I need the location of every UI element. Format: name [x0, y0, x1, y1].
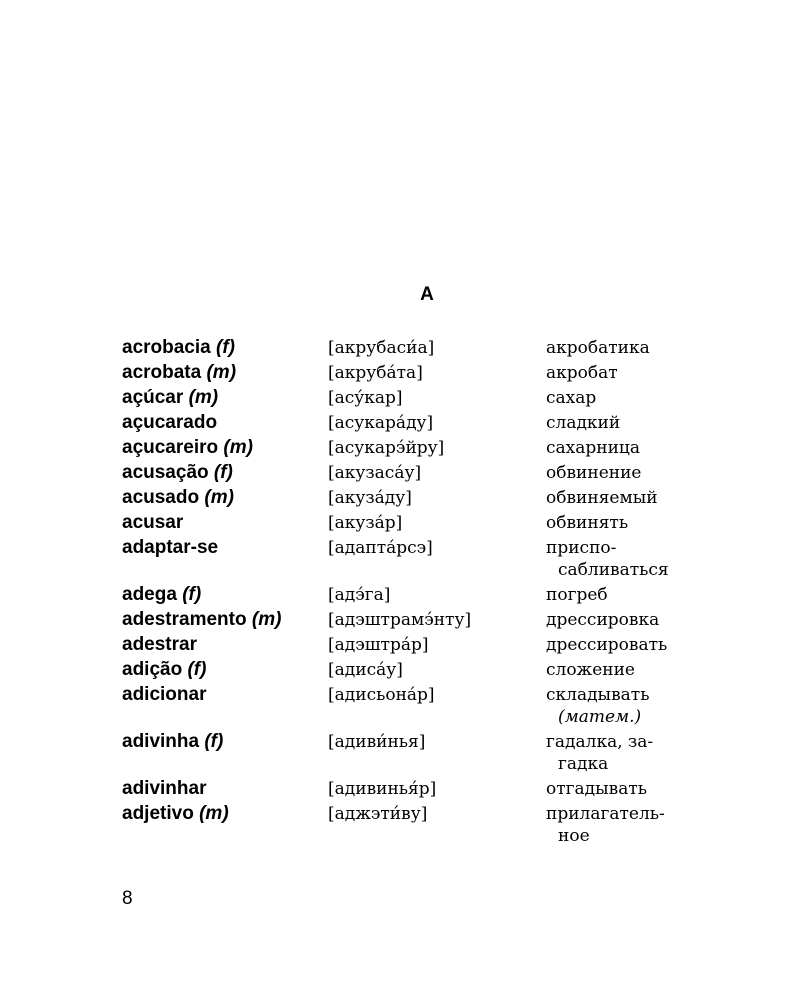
translation-text: акробатика [546, 338, 650, 358]
translation [546, 803, 696, 847]
headword-text: adestrar [122, 634, 197, 655]
headword [122, 487, 328, 509]
dictionary-entry [122, 537, 722, 581]
translation-text: сахарница [546, 438, 640, 458]
translation-text: сладкий [546, 413, 621, 433]
translation-text: гадалка, за- гадка [546, 732, 654, 774]
headword [122, 387, 328, 409]
translation-text: дрессировка [546, 610, 660, 630]
pronunciation: [асукара́ду] [328, 413, 434, 433]
pronunciation: [аджэти́ву] [328, 804, 428, 824]
translation [546, 634, 696, 656]
dictionary-entry [122, 684, 722, 728]
dictionary-entry [122, 512, 722, 534]
headword [122, 584, 328, 606]
translation-text: погреб [546, 585, 608, 605]
headword-text: adega [122, 584, 177, 605]
headword-text: açucareiro [122, 437, 219, 458]
translation [546, 609, 696, 631]
gender-marker: (m) [223, 437, 253, 458]
gender-marker: (f) [213, 462, 233, 483]
pronunciation: [акрубаси́а] [328, 338, 435, 358]
headword [122, 684, 328, 706]
headword-text: acrobacia [122, 337, 211, 358]
translation [546, 387, 696, 409]
pronunciation: [акуза́р] [328, 513, 403, 533]
headword [122, 412, 328, 434]
dictionary-entry [122, 778, 722, 800]
translation-text: дрессировать [546, 635, 668, 655]
headword [122, 634, 328, 656]
headword-text: acusar [122, 512, 184, 533]
dictionary-entry [122, 387, 722, 409]
pronunciation: [адисьона́р] [328, 685, 435, 705]
dictionary-entries [122, 337, 722, 850]
translation [546, 512, 696, 534]
dictionary-entry [122, 487, 722, 509]
headword [122, 537, 328, 559]
pronunciation: [акруба́та] [328, 363, 423, 383]
translation [546, 778, 696, 800]
translation [546, 659, 696, 681]
gender-marker: (f) [187, 659, 207, 680]
gender-marker: (m) [199, 803, 229, 824]
dictionary-entry [122, 609, 722, 631]
translation-text: сложение [546, 660, 635, 680]
translation [546, 584, 696, 606]
pronunciation: [адивинья́р] [328, 779, 437, 799]
pronunciation: [акуза́ду] [328, 488, 412, 508]
pronunciation: [акузаса́у] [328, 463, 422, 483]
pronunciation: [адэ́га] [328, 585, 391, 605]
gender-marker: (m) [206, 362, 237, 383]
headword [122, 437, 328, 459]
headword-text: adestramento [122, 609, 247, 630]
section-letter: A [420, 284, 434, 305]
dictionary-entry [122, 803, 722, 847]
headword [122, 803, 328, 825]
translation-text: складывать [546, 685, 650, 705]
dictionary-entry [122, 412, 722, 434]
gender-marker: (f) [182, 584, 202, 605]
translation [546, 437, 696, 459]
dictionary-entry [122, 462, 722, 484]
headword-text: adicionar [122, 684, 207, 705]
pronunciation: [адиса́у] [328, 660, 403, 680]
translation-text: обвиняемый [546, 488, 658, 508]
headword [122, 609, 328, 631]
translation [546, 337, 696, 359]
headword-text: adivinhar [122, 778, 207, 799]
dictionary-entry [122, 584, 722, 606]
translation [546, 487, 696, 509]
pronunciation: [адэштра́р] [328, 635, 429, 655]
page-number: 8 [122, 888, 133, 909]
translation [546, 731, 696, 775]
pronunciation: [адиви́нья] [328, 732, 426, 752]
gender-marker: (m) [251, 609, 282, 630]
dictionary-entry [122, 437, 722, 459]
headword-text: acusação [122, 462, 209, 483]
translation [546, 537, 696, 581]
headword-text: acrobata [122, 362, 202, 383]
translation-text: прилагатель- ное [546, 804, 665, 846]
translation [546, 412, 696, 434]
headword-text: adjetivo [122, 803, 194, 824]
headword [122, 659, 328, 681]
translation [546, 462, 696, 484]
pronunciation: [асу́кар] [328, 388, 403, 408]
translation-text: обвинение [546, 463, 642, 483]
headword [122, 337, 328, 359]
gender-marker: (m) [204, 487, 234, 508]
pronunciation: [адапта́рсэ] [328, 538, 433, 558]
dictionary-entry [122, 659, 722, 681]
headword [122, 462, 328, 484]
headword-text: açucarado [122, 412, 218, 433]
translation [546, 362, 696, 384]
translation-text: обвинять [546, 513, 629, 533]
dictionary-entry [122, 731, 722, 775]
gender-marker: (f) [216, 337, 235, 358]
headword [122, 731, 328, 753]
gender-marker: (m) [188, 387, 219, 408]
dictionary-entry [122, 634, 722, 656]
headword-text: adaptar-se [122, 537, 219, 558]
pronunciation: [адэштрамэ́нту] [328, 610, 472, 630]
headword [122, 512, 328, 534]
translation [546, 684, 696, 728]
translation-text: акробат [546, 363, 618, 383]
translation-text: приспо- сабливаться [546, 538, 669, 580]
pronunciation: [асукарэ́йру] [328, 438, 445, 458]
headword [122, 362, 328, 384]
headword-text: açúcar [122, 387, 184, 408]
headword-text: adição [122, 659, 183, 680]
headword [122, 778, 328, 800]
headword-text: acusado [122, 487, 200, 508]
translation-text: сахар [546, 388, 597, 408]
gender-marker: (f) [204, 731, 224, 752]
dictionary-entry [122, 337, 722, 359]
translation-text: отгадывать [546, 779, 648, 799]
dictionary-entry [122, 362, 722, 384]
usage-note: (матем.) [558, 707, 642, 727]
headword-text: adivinha [122, 731, 200, 752]
